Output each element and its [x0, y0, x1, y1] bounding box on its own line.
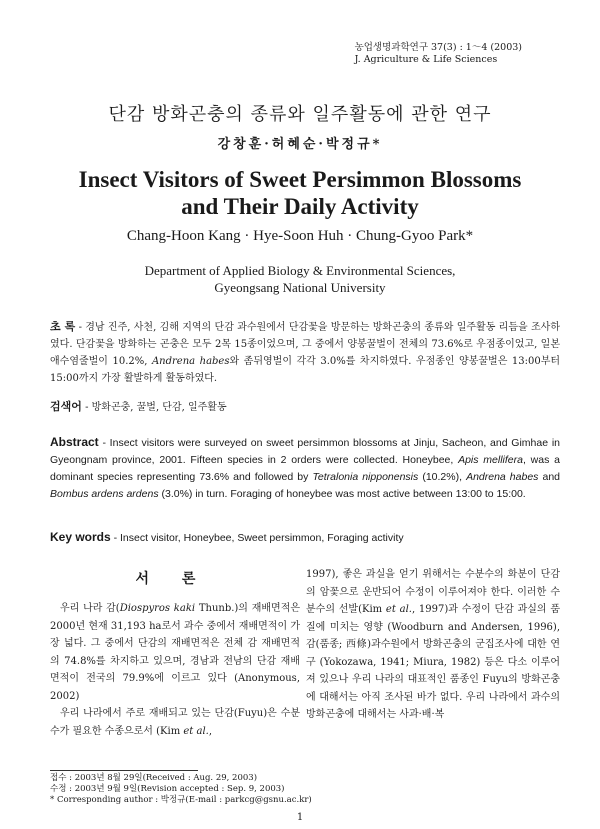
species-diospyros: Diospyros kaki [119, 603, 196, 614]
keywords-korean [50, 398, 560, 416]
abstract-korean-label: 초 록 [50, 320, 76, 333]
authors-english: Chang-Hoon Kang · Hye-Soon Huh · Chung-Gyoo Park* [126, 228, 474, 244]
footnote-rule [50, 770, 198, 771]
abstract-korean-text-end: 와 좀뒤영벌이 각각 3.0%를 차지하였다. 우점종인 양봉꿀벌은 13:00부터 15:00까지 가장 활발하게 활동하였다. [50, 356, 561, 384]
journal-header [355, 42, 522, 66]
abstract-english [50, 434, 560, 503]
intro-left-column [50, 600, 300, 740]
title-english [0, 166, 600, 220]
section-title-introduction: 서 론 [135, 571, 210, 587]
abstract-english-text: - Insect visitors were surveyed on sweet persimmon blossoms at Jinju, Sacheon, and Gimhae in Gyeongnam province, 2001. Fifteen species in 2 orders were collected. Honeybee, [50, 437, 560, 466]
abstract-english-text: (3.0%) in turn. Foraging of honeybee was most active between 13:00 to 15:00. [158, 488, 526, 500]
intro-paragraph-2: 우리 나라에서 주로 재배되고 있는 단감(Fuyu)은 수분수가 필요한 수종으로서 (Kim et al., [50, 708, 300, 737]
keywords-korean-text: - 방화곤충, 꿀벌, 단감, 일주활동 [81, 402, 227, 413]
species-tetralonia: Tetralonia nipponensis [312, 471, 419, 483]
intro-paragraph-1: 우리 나라 감(Diospyros kaki Thunb.)의 재배면적은 2000년 현재 31,193 ha로서 과수 중에서 재배면적이 가장 넓다. 그 중에서 단감의 재배면적은 전체 감 재배면적의 74.8%를 차지하고 있으며, 경남과 전남의 단감 재배면적이 전국의 79.9%에 이르고 있다 (Anonymous, 2002) [50, 603, 301, 702]
abstract-korean-text: - 경남 진주, 사천, 김해 지역의 단감 과수원에서 단감꽃을 방문하는 방화곤충의 종류와 일주활동 리듬을 조사하였다. 단감꽃을 방화하는 곤충은 모두 2목 15종이었으며, 그 중에서 양봉꿀벌이 전체의 73.6%로 우점종이었고, 일본애수염줄벌이 10.2%, [50, 322, 560, 367]
journal-name-en: J. Agriculture & Life Sciences [354, 54, 498, 65]
keywords-english-text: - Insect visitor, Honeybee, Sweet persimmon, Foraging activity [110, 532, 404, 544]
keywords-english [50, 529, 560, 547]
title-english-line2: and Their Daily Activity [181, 194, 419, 219]
abstract-korean [50, 318, 560, 387]
abstract-english-label: Abstract [50, 435, 99, 449]
journal-citation-ko: 농업생명과학연구 37(3) : 1～4 (2003) [354, 42, 522, 53]
footnote-received: 접수 : 2003년 8월 29일(Received : Aug. 29, 2003) [50, 773, 258, 783]
keywords-korean-label: 검색어 [50, 400, 82, 413]
abstract-english-text: (10.2%), [418, 471, 467, 483]
species-apis: Apis mellifera [458, 454, 523, 466]
abstract-english-text: , was a dominant species representing 73.6% and followed by [50, 454, 560, 483]
authors-korean: 강창훈·허혜순·박정규* [217, 137, 383, 152]
title-english-line1: Insect Visitors of Sweet Persimmon Blossoms [78, 167, 522, 192]
title-korean: 단감 방화곤충의 종류와 일주활동에 관한 연구 [108, 104, 492, 125]
intro-right-column: 1997), 좋은 과실을 얻기 위해서는 수분수의 화분이 단감의 암꽃으로 운반되어 수정이 이루어져야 한다. 이러한 수분수의 선발(Kim et al., 1997)과 수정이 단감 과실의 품질에 미치는 영향 (Woodburn and Andersen, 1996), 감(품종; 西條)과수원에서 방화곤충의 군집조사에 대한 연구 (Yokozawa, 1941; Miura, 1982) 등은 다소 이루어져 있으나 우리 나라의 대표적인 품종인 Fuyu의 방화곤충에 대해서는 아직 조사된 바가 없다. 우리 나라에서 과수의 방화곤충에 대해서는 사과·배·복 [306, 569, 560, 720]
affiliation [0, 262, 600, 296]
abstract-korean-species: Andrena habes [151, 356, 230, 367]
species-bombus: Bombus ardens ardens [50, 488, 159, 500]
affiliation-university: Gyeongsang National University [214, 280, 386, 295]
page-number: 1 [296, 812, 304, 823]
keywords-english-label: Key words [50, 530, 111, 544]
footnotes [50, 773, 312, 806]
species-andrena: Andrena habes [466, 471, 539, 483]
footnote-accepted: 수정 : 2003년 9월 9일(Revision accepted : Sep. 9, 2003) [50, 784, 285, 794]
footnote-corresponding-author: * Corresponding author : 박정규(E-mail : parkcg@gsnu.ac.kr) [50, 795, 312, 805]
abstract-english-text: and [538, 471, 560, 483]
affiliation-department: Department of Applied Biology & Environmental Sciences, [144, 263, 456, 278]
